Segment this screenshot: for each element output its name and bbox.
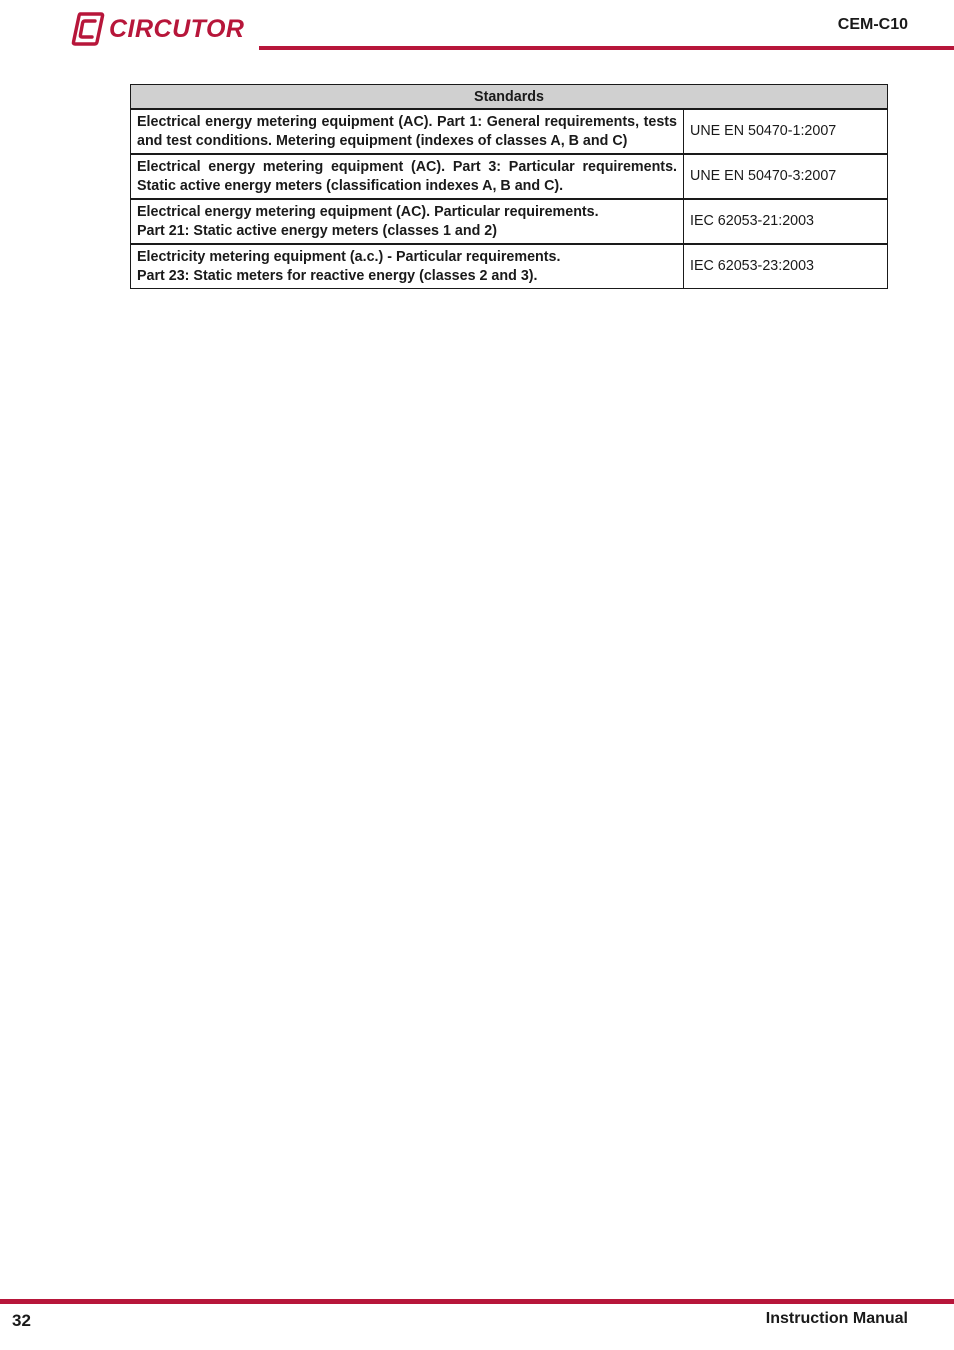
- document-model: CEM-C10: [837, 16, 908, 33]
- table-row: [131, 154, 888, 199]
- header-divider: [259, 46, 954, 50]
- standard-code: IEC 62053-21:2003: [684, 199, 888, 244]
- footer-divider: [0, 1299, 954, 1304]
- table-row: [131, 244, 888, 289]
- standard-code: UNE EN 50470-1:2007: [684, 109, 888, 154]
- standard-description-text: Electricity metering equipment (a.c.) - Particular requirements.: [137, 249, 561, 265]
- circutor-emblem-icon: [71, 12, 105, 46]
- table-row: [131, 199, 888, 244]
- page-number: 32: [12, 1311, 31, 1330]
- circutor-logo: [71, 12, 244, 46]
- standard-description-text: Electrical energy metering equipment (AC). Particular requirements.: [137, 204, 599, 220]
- standard-description: [131, 199, 684, 244]
- standard-description: [131, 154, 684, 199]
- brand-wordmark: CIRCUTOR: [109, 14, 245, 43]
- standard-description: [131, 244, 684, 289]
- standard-description-text: Electrical energy metering equipment (AC). Part 3: Particular requirements. Static active energy meters (classification indexes A, B and C).: [137, 159, 677, 194]
- table-row: [131, 109, 888, 154]
- standard-description-text: Electrical energy metering equipment (AC). Part 1: General requirements, tests and test conditions. Metering equipment (indexes of classes A, B and C): [137, 114, 677, 149]
- standard-code: IEC 62053-23:2003: [684, 244, 888, 289]
- table-header: Standards: [131, 85, 888, 110]
- standard-description: [131, 109, 684, 154]
- standard-description-text: Part 21: Static active energy meters (classes 1 and 2): [137, 223, 497, 239]
- standard-code: UNE EN 50470-3:2007: [684, 154, 888, 199]
- standards-table: [130, 84, 888, 289]
- standards-body: [131, 109, 888, 289]
- manual-title: Instruction Manual: [765, 1310, 908, 1327]
- standard-description-text: Part 23: Static meters for reactive energy (classes 2 and 3).: [137, 268, 538, 284]
- table-header-row: [131, 85, 888, 110]
